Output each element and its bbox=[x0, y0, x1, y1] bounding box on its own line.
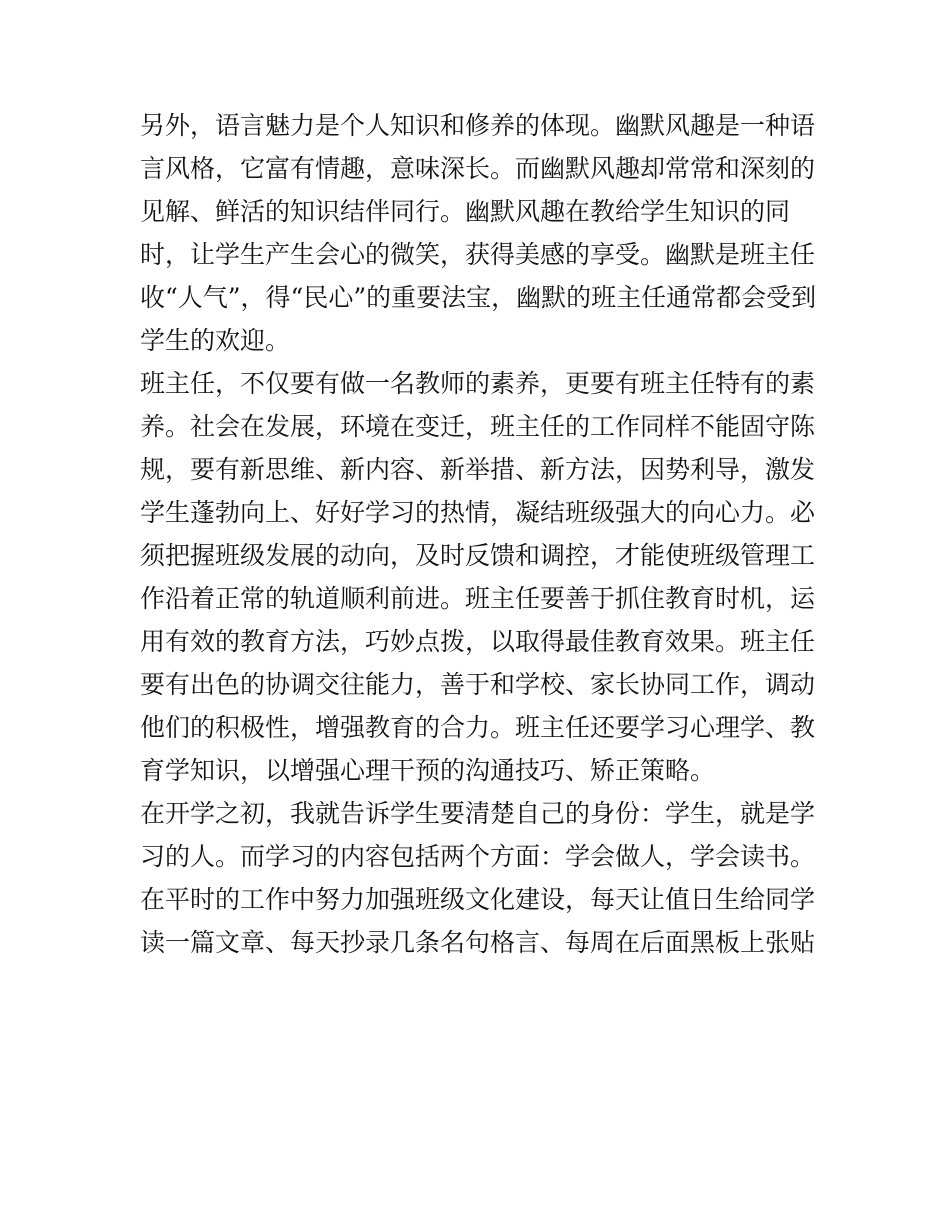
text-line: 在开学之初，我就告诉学生要清楚自己的身份：学生，就是学 bbox=[140, 799, 816, 828]
text-line: 另外，语言魅力是个人知识和修养的体现。幽默风趣是一种语 bbox=[140, 111, 816, 140]
text-line: 他们的积极性，增强教育的合力。班主任还要学习心理学、教 bbox=[140, 713, 816, 742]
text-line: 须把握班级发展的动向，及时反馈和调控，才能使班级管理工 bbox=[140, 541, 816, 570]
text-line: 要有出色的协调交往能力，善于和学校、家长协同工作，调动 bbox=[140, 670, 816, 699]
text-line: 在平时的工作中努力加强班级文化建设，每天让值日生给同学 bbox=[140, 885, 816, 914]
text-line: 学生的欢迎。 bbox=[140, 326, 291, 355]
text-line: 作沿着正常的轨道顺利前进。班主任要善于抓住教育时机，运 bbox=[140, 584, 816, 613]
text-line: 学生蓬勃向上、好好学习的热情，凝结班级强大的向心力。必 bbox=[140, 498, 816, 527]
text-line: 用有效的教育方法，巧妙点拨，以取得最佳教育效果。班主任 bbox=[140, 627, 816, 656]
text-line: 养。社会在发展，环境在变迁，班主任的工作同样不能固守陈 bbox=[140, 412, 816, 441]
text-line: 班主任，不仅要有做一名教师的素养，更要有班主任特有的素 bbox=[140, 369, 816, 398]
document-body bbox=[140, 104, 820, 964]
text-line: 见解、鲜活的知识结伴同行。幽默风趣在教给学生知识的同 bbox=[140, 197, 791, 226]
text-line: 读一篇文章、每天抄录几条名句格言、每周在后面黑板上张贴 bbox=[140, 928, 816, 957]
text-line: 育学知识，以增强心理干预的沟通技巧、矫正策略。 bbox=[140, 756, 716, 785]
text-line: 规，要有新思维、新内容、新举措、新方法，因势利导，激发 bbox=[140, 455, 816, 484]
text-line: 收“人气”，得“民心”的重要法宝，幽默的班主任通常都会受到 bbox=[140, 283, 817, 312]
text-line: 言风格，它富有情趣，意味深长。而幽默风趣却常常和深刻的 bbox=[140, 154, 816, 183]
text-line: 时，让学生产生会心的微笑，获得美感的享受。幽默是班主任 bbox=[140, 240, 816, 269]
text-line: 习的人。而学习的内容包括两个方面：学会做人，学会读书。 bbox=[140, 842, 816, 871]
